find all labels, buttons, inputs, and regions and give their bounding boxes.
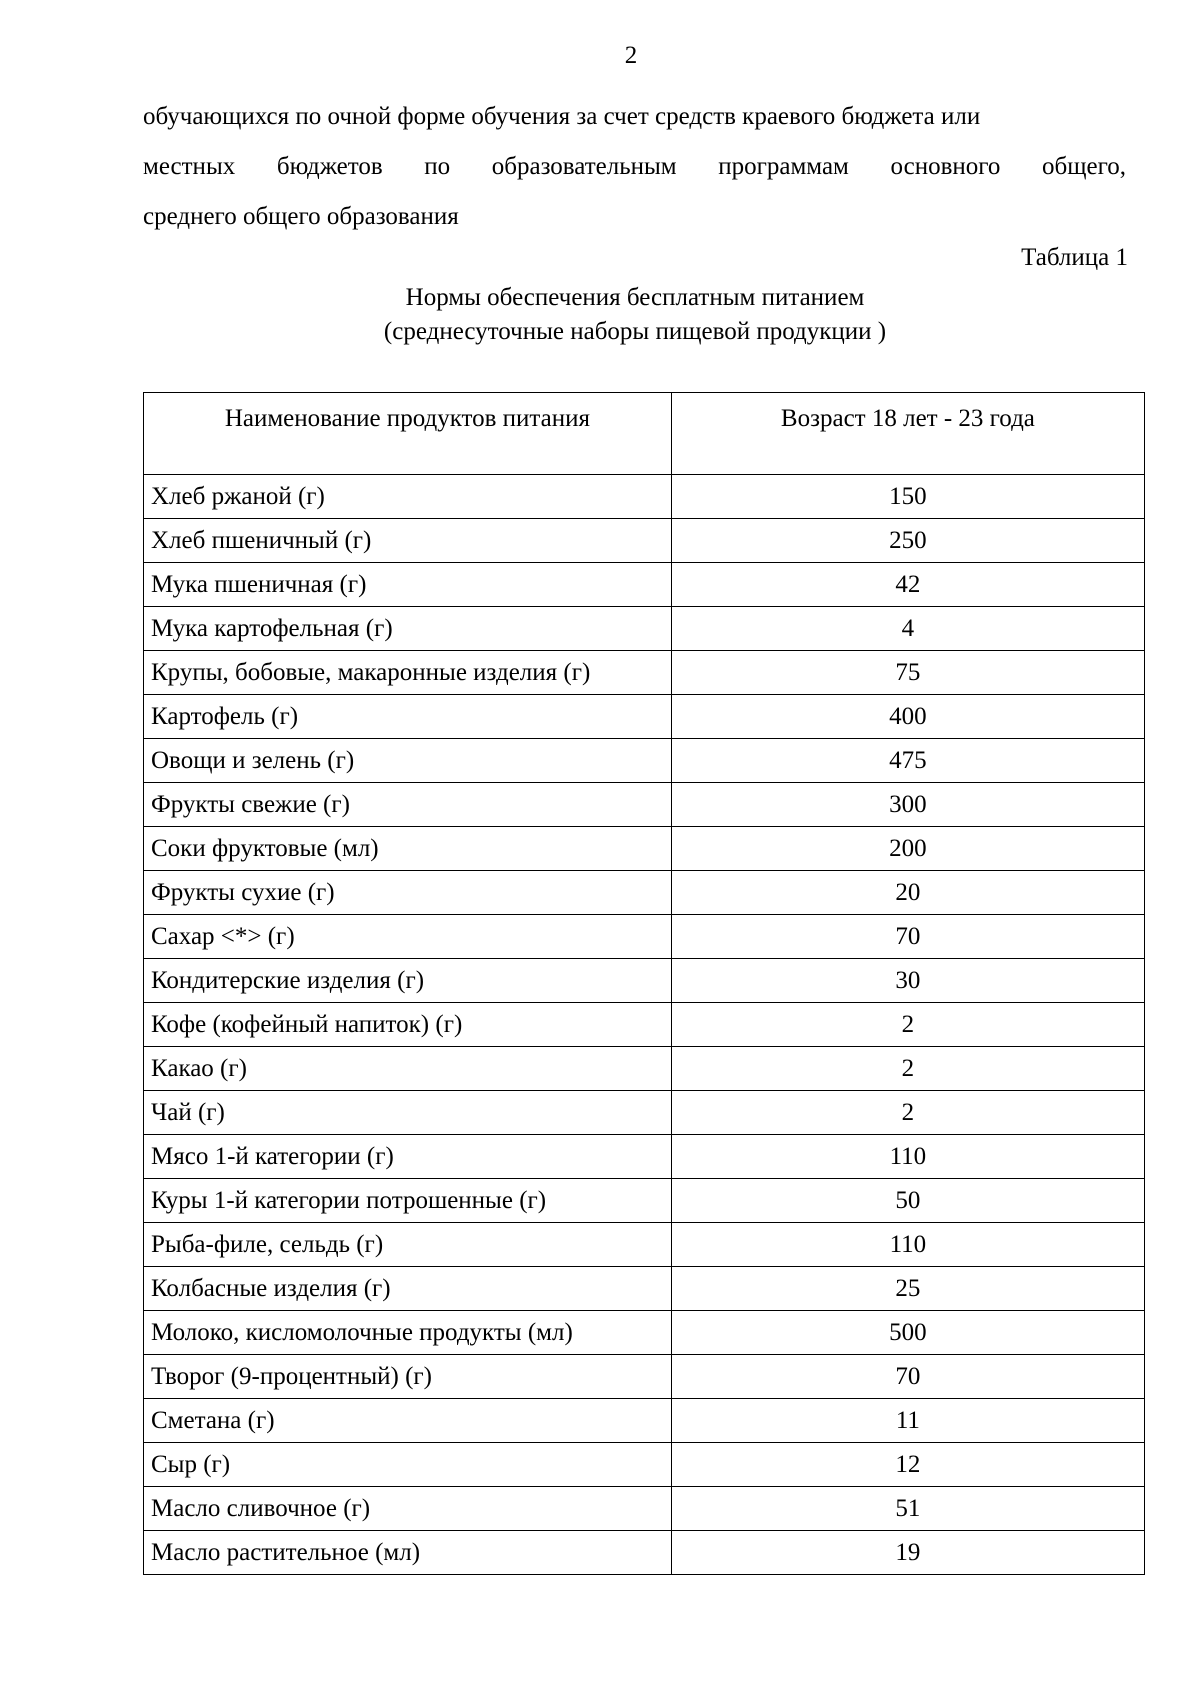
product-name-cell: Чай (г)	[144, 1091, 672, 1135]
intro-line-1: обучающихся по очной форме обучения за счет средств краевого бюджета или	[143, 103, 981, 130]
product-name-cell: Кофе (кофейный напиток) (г)	[144, 1003, 672, 1047]
product-name-cell: Творог (9-процентный) (г)	[144, 1355, 672, 1399]
product-value-cell: 2	[671, 1047, 1144, 1091]
product-value-cell: 2	[671, 1003, 1144, 1047]
intro-word: местных	[143, 153, 236, 180]
product-name-cell: Сыр (г)	[144, 1443, 672, 1487]
table-row	[144, 1091, 1145, 1135]
product-value-cell: 70	[671, 1355, 1144, 1399]
table-title	[0, 281, 1200, 349]
product-name-cell: Сметана (г)	[144, 1399, 672, 1443]
product-name-cell: Фрукты сухие (г)	[144, 871, 672, 915]
product-name-cell: Соки фруктовые (мл)	[144, 827, 672, 871]
intro-word: основного	[890, 153, 1001, 180]
product-name-cell: Хлеб ржаной (г)	[144, 475, 672, 519]
product-value-cell: 110	[671, 1135, 1144, 1179]
table-label: Таблица 1	[1021, 244, 1128, 271]
intro-word: программам	[718, 153, 849, 180]
page-number: 2	[624, 42, 638, 69]
intro-word: образовательным	[491, 153, 677, 180]
table-row	[144, 1487, 1145, 1531]
table-body	[144, 475, 1145, 1575]
product-value-cell: 19	[671, 1531, 1144, 1575]
table-row	[144, 1531, 1145, 1575]
table-row	[144, 1443, 1145, 1487]
table-row	[144, 1047, 1145, 1091]
product-name-cell: Хлеб пшеничный (г)	[144, 519, 672, 563]
table-row	[144, 607, 1145, 651]
product-name-cell: Какао (г)	[144, 1047, 672, 1091]
product-value-cell: 75	[671, 651, 1144, 695]
table-title-line-2: (среднесуточные наборы пищевой продукции )	[383, 318, 887, 345]
product-name-cell: Овощи и зелень (г)	[144, 739, 672, 783]
product-name-cell: Масло растительное (мл)	[144, 1531, 672, 1575]
product-value-cell: 150	[671, 475, 1144, 519]
table-row	[144, 1223, 1145, 1267]
product-value-cell: 12	[671, 1443, 1144, 1487]
product-value-cell: 4	[671, 607, 1144, 651]
table-row	[144, 1311, 1145, 1355]
table-row	[144, 1399, 1145, 1443]
table-title-line-1: Нормы обеспечения бесплатным питанием	[405, 284, 865, 311]
product-name-cell: Куры 1-й категории потрошенные (г)	[144, 1179, 672, 1223]
product-name-cell: Мясо 1-й категории (г)	[144, 1135, 672, 1179]
product-value-cell: 20	[671, 871, 1144, 915]
product-name-cell: Сахар <*> (г)	[144, 915, 672, 959]
product-name-cell: Мука пшеничная (г)	[144, 563, 672, 607]
intro-line-3: среднего общего образования	[143, 203, 459, 230]
product-value-cell: 250	[671, 519, 1144, 563]
product-name-cell: Фрукты свежие (г)	[144, 783, 672, 827]
intro-word: бюджетов	[276, 153, 383, 180]
product-value-cell: 200	[671, 827, 1144, 871]
table-row	[144, 783, 1145, 827]
product-name-cell: Кондитерские изделия (г)	[144, 959, 672, 1003]
table-header-row	[144, 393, 1145, 475]
product-value-cell: 51	[671, 1487, 1144, 1531]
product-value-cell: 30	[671, 959, 1144, 1003]
product-value-cell: 400	[671, 695, 1144, 739]
table-row	[144, 1179, 1145, 1223]
product-value-cell: 70	[671, 915, 1144, 959]
table-row	[144, 1267, 1145, 1311]
product-name-cell: Молоко, кисломолочные продукты (мл)	[144, 1311, 672, 1355]
table-row	[144, 739, 1145, 783]
product-value-cell: 2	[671, 1091, 1144, 1135]
table-row	[144, 695, 1145, 739]
product-name-cell: Мука картофельная (г)	[144, 607, 672, 651]
product-name-cell: Колбасные изделия (г)	[144, 1267, 672, 1311]
product-name-cell: Картофель (г)	[144, 695, 672, 739]
table-row	[144, 871, 1145, 915]
table-row	[144, 959, 1145, 1003]
intro-line-2	[143, 142, 1126, 192]
product-name-cell: Крупы, бобовые, макаронные изделия (г)	[144, 651, 672, 695]
table-row	[144, 827, 1145, 871]
product-value-cell: 110	[671, 1223, 1144, 1267]
table-row	[144, 475, 1145, 519]
table-row	[144, 563, 1145, 607]
product-name-cell: Рыба-филе, сельдь (г)	[144, 1223, 672, 1267]
table-row	[144, 651, 1145, 695]
product-value-cell: 500	[671, 1311, 1144, 1355]
intro-word: общего,	[1042, 153, 1126, 180]
table-row	[144, 1135, 1145, 1179]
table-row	[144, 1003, 1145, 1047]
header-age-group: Возраст 18 лет - 23 года	[671, 393, 1144, 475]
product-value-cell: 11	[671, 1399, 1144, 1443]
product-value-cell: 300	[671, 783, 1144, 827]
nutrition-norms-table	[143, 392, 1145, 1575]
header-product-name: Наименование продуктов питания	[144, 393, 672, 475]
intro-word: по	[424, 153, 451, 180]
table-row	[144, 1355, 1145, 1399]
product-value-cell: 42	[671, 563, 1144, 607]
intro-paragraph	[143, 92, 1126, 242]
product-value-cell: 50	[671, 1179, 1144, 1223]
product-value-cell: 25	[671, 1267, 1144, 1311]
table-row	[144, 519, 1145, 563]
table-row	[144, 915, 1145, 959]
product-name-cell: Масло сливочное (г)	[144, 1487, 672, 1531]
product-value-cell: 475	[671, 739, 1144, 783]
